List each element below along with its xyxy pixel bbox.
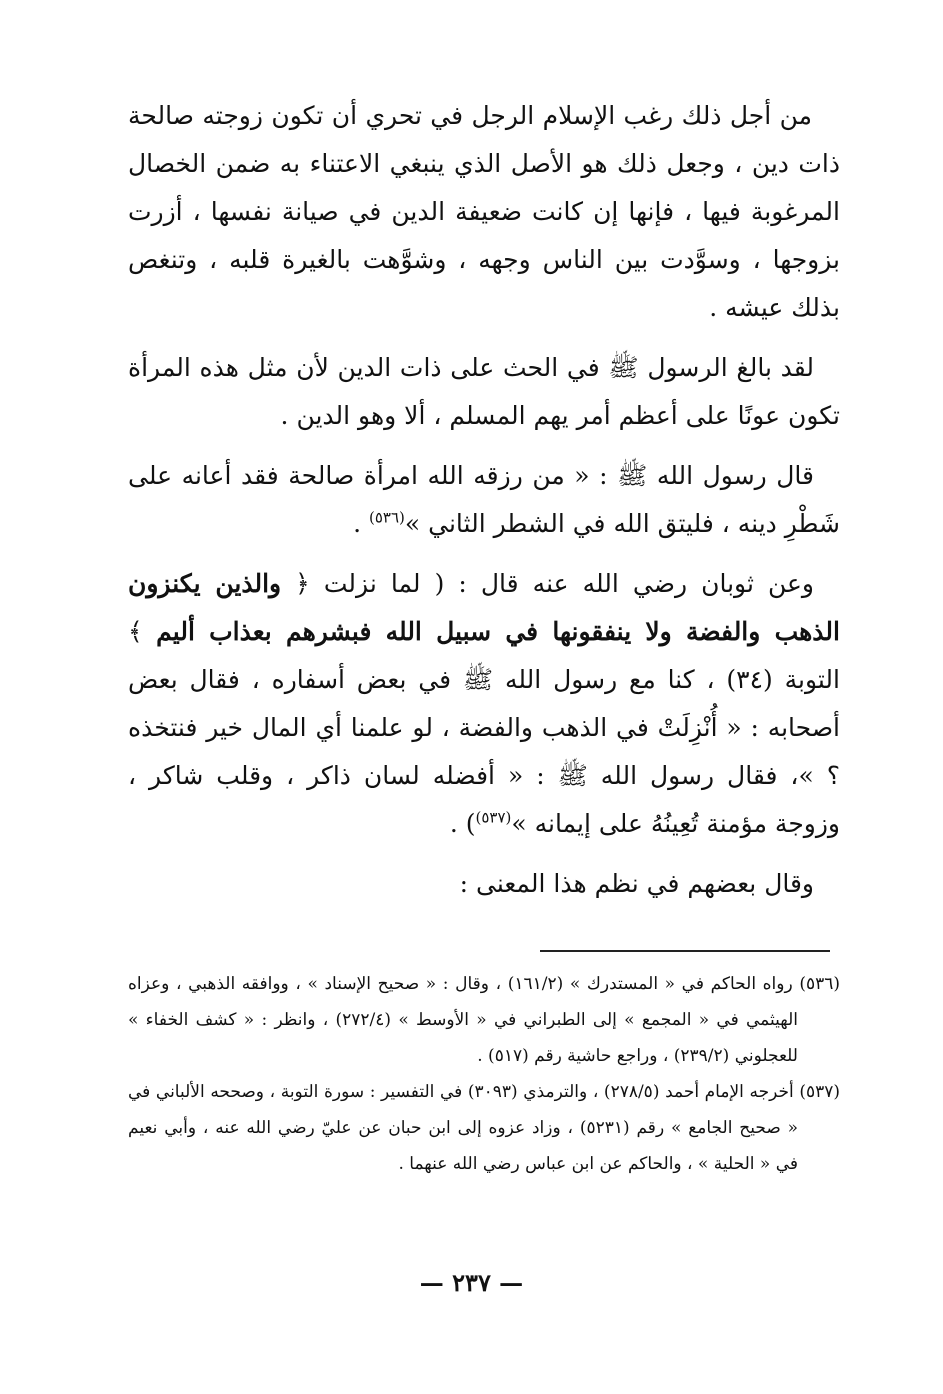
paragraph-3-end: . — [353, 509, 369, 538]
footnotes — [128, 966, 840, 1182]
paragraph-5: وقال بعضهم في نظم هذا المعنى : — [459, 869, 814, 898]
footnote-separator — [540, 950, 830, 952]
paragraph-2: لقد بالغ الرسول ﷺ في الحث على ذات الدين لأن مثل هذه المرأة تكون عونًا على أعظم أمر يهم المسلم ، ألا وهو الدين . — [128, 353, 840, 430]
paragraph-4-intro: وعن ثوبان رضي الله عنه قال : ( لما نزلت ﴿ — [281, 569, 814, 598]
main-text — [128, 92, 840, 920]
footnote-536: (٥٣٦) رواه الحاكم في « المستدرك » (١٦١/٢) ، وقال : « صحيح الإسناد » ، ووافقه الذهبي ، وعزاه الهيثمي في « المجمع » إلى الطبراني في « الأوسط » (٢٧٢/٤) ، وانظر : « كشف الخفاء » للعجلوني (٢٣٩/٢) ، وراجع حاشية رقم (٥١٧) . — [128, 974, 840, 1066]
paragraph-1: من أجل ذلك رغب الإسلام الرجل في تحري أن تكون زوجته صالحة ذات دين ، وجعل ذلك هو الأصل الذي ينبغي الاعتناء به ضمن الخصال المرغوبة فيها ، فإنها إن كانت ضعيفة الدين في صيانة نفسها ، أزرت بزوجها ، وسوَّدت بين الناس وجهه ، وشوَّهت بالغيرة قلبه ، وتنغص بذلك عيشه . — [128, 101, 840, 322]
footnote-ref-537: (٥٣٧) — [475, 808, 512, 827]
paragraph-4 — [128, 560, 840, 848]
paragraph-3-text: قال رسول الله ﷺ : « من رزقه الله امرأة صالحة فقد أعانه على شَطْرِ دينه ، فليتق الله في الشطر الثاني » — [128, 461, 840, 538]
page-number: — ٢٣٧ — — [419, 1268, 524, 1297]
quran-verse: والذين يكنزون الذهب والفضة ولا ينفقونها في سبيل الله فبشرهم بعذاب أليم — [128, 569, 840, 646]
paragraph-4-end: ) . — [449, 809, 476, 838]
footnote-537: (٥٣٧) أخرجه الإمام أحمد (٢٧٨/٥) ، والترمذي (٣٠٩٣) في التفسير : سورة التوبة ، وصححه الألباني في « صحيح الجامع » رقم (٥٢٣١) ، وزاد عزوه إلى ابن حبان عن عليّ رضي الله عنه ، وأبي نعيم في « الحلية » ، والحاكم عن ابن عباس رضي الله عنهما . — [128, 1082, 841, 1174]
footnote-ref-536: (٥٣٦) — [369, 508, 405, 527]
paragraph-3 — [128, 452, 840, 548]
paragraph-4-rest: ﴾ التوبة (٣٤) ، كنا مع رسول الله ﷺ في بعض أسفاره ، فقال بعض أصحابه : « أُنْزِلَتْ في الذهب والفضة ، لو علمنا أي المال خير فنتخذه ؟ »، فقال رسول الله ﷺ : « أفضله لسان ذاكر ، وقلب شاكر ، وزوجة مؤمنة تُعِينُهُ على إيمانه » — [128, 617, 840, 838]
